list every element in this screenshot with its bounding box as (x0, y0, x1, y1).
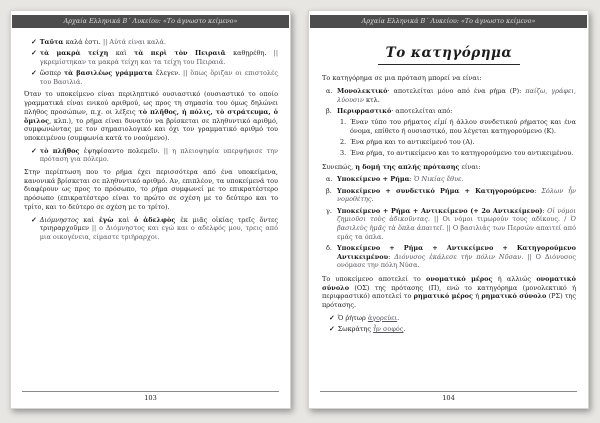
text-segment: ἔλεγεν. (155, 69, 184, 78)
text-segment: ὥσπερ (39, 69, 64, 78)
text-segment: Υποκείμενο + Ρήμα + Αντικείμενο (+ 2ο Αντικείμενο) (337, 206, 543, 215)
text-segment: Στην περίπτωση που το ρήμα έχει περισσότερα από ένα υποκείμενα, κανονικά βρίσκεται σε πληθυντικό αριθμό. Αν, επιπλέον, τα υποκείμενά του διαφέρουν ως προς το πρόσωπο, το ρήμα συμφωνεί με το επικρατέστερο πρόσωπο (επικρατέστερο είναι το πρώτο σε σχέση με το δεύτερο και το τρίτο, και το δεύτερο σε σχέση με το τρίτο). (24, 168, 278, 211)
example-item (329, 325, 576, 334)
list-item-text (337, 244, 576, 270)
text-segment: Το υποκείμενο αποτελεί το (322, 274, 427, 283)
example-text (40, 216, 278, 242)
check-icon: ✓ (31, 215, 37, 224)
example-item (31, 216, 278, 242)
intro-paragraph (322, 74, 576, 83)
page-103 (10, 10, 291, 409)
check-icon: ✓ (31, 49, 37, 58)
text-segment: ή άλλου συνδετικού ρήματος και ένα όνομα, επίθετο ή ουσιαστικό, που λέγεται κατηγορούμενο (Κ). (350, 117, 576, 135)
list-item-text (337, 207, 576, 242)
page-header (12, 15, 289, 28)
example-item (31, 69, 278, 86)
text-segment: ή (472, 292, 482, 301)
text-segment: Ένα ρήμα, το αντικείμενο και το κατηγορούμενο του αντικειμένου. (350, 149, 574, 158)
text-segment: , κλπ.), το ρήμα είναι δυνατόν να βρίσκεται σε πληθυντικό αριθμό, συμφωνώντας με τον σημασιολογικό και όχι τον γραμματικό αριθμό του υποκειμένου (συμφωνία κατά το νοούμενο). (24, 116, 278, 142)
numbered-item (340, 138, 576, 147)
page-body (11, 28, 290, 408)
text-segment: καὶ (118, 215, 135, 224)
text-segment: || η πλειοψηφία υπερψήφισε την πρόταση για πόλεμο. (39, 146, 278, 164)
text-segment: (ΟΣ) της πρότασης (Π), ενώ το κατηγόρημα (μονολεκτικό ή περιφραστικό) αποτελεί το (322, 283, 576, 301)
text-segment: || γκρεμίστηκαν τα μακρά τείχη και τα τείχη του Πειραιά. (39, 49, 279, 66)
example-text (338, 325, 576, 334)
text-segment: ρηματικό σύνολο (481, 292, 547, 301)
text-segment: παίζω, γράφει, λύουσιν (337, 86, 577, 104)
text-segment: ἦν σοφός (373, 325, 404, 334)
text-segment: εἰμί (434, 117, 450, 126)
example-item (31, 147, 278, 164)
numbered-item (340, 118, 576, 135)
header-title: Αρχαία Ελληνικά Β΄ Λυκείου: «Το άγνωστο κείμενο» (63, 17, 238, 25)
example-item (31, 49, 278, 66)
text-segment: Περιφραστικό (337, 106, 392, 115)
text-segment: καθῃρέθη. (233, 49, 274, 58)
page-number: 103 (144, 394, 157, 402)
check-icon: ✓ (31, 146, 37, 155)
text-segment: η δομή της απλής πρότασης (355, 162, 460, 171)
text-segment: τὰ μακρὰ τείχη (39, 49, 116, 58)
theory-paragraph (24, 90, 278, 142)
list-marker: δ. (326, 243, 332, 252)
text-segment: Υποκείμενο + Ρήμα (337, 175, 410, 184)
header-title: Αρχαία Ελληνικά Β΄ Λυκείου: «Το άγνωστο κείμενο» (361, 17, 536, 25)
text-segment: Οἱ νόμοι ζημιοῦσι τοὺς ἀδικοῦντας. (337, 206, 576, 224)
text-segment: Σωκράτης (337, 325, 374, 334)
example-text (40, 147, 278, 164)
text-segment: είναι: (459, 162, 481, 171)
text-segment: || Ο Διόνυσος ονόμασε την πόλη Νύσα. (337, 252, 576, 270)
text-segment: · αποτελείται μόνο από ένα ρήμα (Ρ): (387, 86, 526, 95)
list-item (326, 175, 576, 184)
example-text (40, 69, 278, 86)
list-item-text (337, 187, 576, 204)
text-segment: ἐκ μιᾶς οἰκίας τρεῖς ὄντες τριηραρχοῦμεν (39, 215, 278, 233)
text-segment: ἐψηφίσαντο πολεμεῖν. (83, 146, 164, 155)
check-icon: ✓ (329, 325, 335, 334)
example-item (31, 38, 278, 47)
text-segment: τὸ πλῆθος (39, 146, 84, 155)
list-item-text (337, 175, 576, 184)
list-item (326, 87, 576, 104)
text-segment: . (397, 313, 400, 322)
text-segment: Ὁ Νικίας ἔθυε. (413, 175, 464, 184)
list-marker: 1. (340, 117, 347, 126)
list-item-text (350, 118, 576, 135)
list-item (326, 244, 576, 270)
text-segment: : (409, 175, 414, 184)
text-segment: ἀγορεύει (367, 313, 398, 322)
text-segment: τὸ πλῆθος, ἡ πόλις, τὸ στράτευμα, ὁ ὅμιλος (24, 107, 278, 125)
list-item-text (350, 149, 576, 158)
list-marker: β. (326, 186, 332, 195)
closing-paragraph (322, 275, 576, 310)
text-segment: ἐγὼ (98, 215, 119, 224)
theory-paragraph (322, 163, 576, 172)
text-segment: καὶ (115, 49, 134, 58)
text-segment: : (542, 206, 548, 215)
list-item-text (337, 107, 576, 116)
example-text (40, 49, 278, 66)
text-segment: τὰ περὶ τὸν Πειραιᾶ (133, 49, 234, 58)
section-title: Το κατηγόρημα (378, 44, 521, 65)
text-segment: Διόμνηστος (39, 215, 84, 224)
list-item (326, 107, 576, 116)
text-segment: Ένα ρήμα και το αντικείμενό του (Α). (350, 137, 475, 146)
theory-paragraph (24, 168, 278, 212)
list-item-text (337, 87, 576, 104)
text-segment: : (388, 252, 395, 261)
text-segment: τὰ βασιλέως γράμματα (63, 69, 156, 78)
text-segment: Μονολεκτικό (337, 86, 388, 95)
example-text (40, 38, 278, 47)
text-segment: Ταῦτα (39, 37, 66, 46)
text-segment: Έναν τύπο του ρήματος (350, 117, 435, 126)
text-segment: || Αὐτά είναι καλά. (102, 37, 166, 46)
check-icon: ✓ (31, 37, 37, 46)
check-icon: ✓ (329, 313, 335, 322)
text-segment: ονοματικό σύνολο (322, 274, 576, 292)
list-item (326, 207, 576, 242)
text-segment: (ΡΣ) της πρότασης. (322, 292, 577, 310)
page-104 (308, 10, 589, 409)
text-segment: || Οι νόμοι τιμωρούν τους αδίκους. / (434, 215, 571, 224)
example-text (338, 314, 576, 323)
text-segment: Υποκείμενο + συνδετικό Ρήμα + Κατηγορούμενο (337, 186, 535, 195)
text-segment: Όταν το υποκείμενο είναι περιληπτικό ουσιαστικό (ουσιαστικό το οποίο γραμματικά είναι ενικού αριθμού, ως προς τη σημασία του όμως δηλώνει πλήθος προσώπων, π.χ. οι λέξεις (24, 90, 278, 116)
list-marker: β. (326, 106, 332, 115)
list-item-text (350, 138, 576, 147)
list-item (326, 187, 576, 204)
list-marker: α. (326, 175, 333, 184)
text-segment: Συνεπώς, (322, 162, 356, 171)
text-segment: · αποτελείται από: (391, 106, 453, 115)
text-segment: ρηματικό μέρος (413, 292, 473, 301)
text-segment: Ὁ βασιλεὺς ἡμᾶς τὰ ὅπλα ἀπαιτεῖ. (337, 215, 577, 232)
text-segment: Υποκείμενο + Ρήμα + Αντικείμενο + Κατηγορούμενο Αντικειμένου (337, 243, 576, 261)
page-footer (22, 391, 279, 403)
page-header (310, 15, 587, 28)
text-segment: ονοματικό μέρος (426, 274, 493, 283)
text-segment: κτλ. (363, 95, 380, 104)
list-marker: α. (326, 86, 333, 95)
text-segment: : (534, 186, 542, 195)
text-segment: Σόλων ἦν νομοθέτης. (337, 186, 576, 204)
text-segment: || ο Διόμνηστος και εγώ και ο αδελφός μου, τρεις από μια οικογένεια, είμαστε τριήραρχοι. (39, 224, 278, 241)
text-segment: Το κατηγόρημα σε μια πρόταση μπορεί να είναι: (322, 74, 482, 83)
text-segment: ὁ ἀδελφὸς (134, 215, 181, 224)
page-number: 104 (442, 394, 455, 402)
text-segment: Διόνυσος ἐκάλεσε τὴν πόλιν Νῦσαν. (394, 252, 528, 261)
list-marker: 2. (340, 137, 347, 146)
list-marker: 3. (340, 149, 347, 158)
text-segment: || Ο βασιλιάς των Περσών απαιτεί από εμάς τα όπλα. (337, 223, 576, 241)
example-item (329, 314, 576, 323)
check-icon: ✓ (31, 69, 37, 78)
text-segment: . (403, 325, 406, 334)
text-segment: καλά ἐστι. (65, 37, 103, 46)
text-segment: καὶ (83, 215, 99, 224)
text-segment: Ὁ ῥήτωρ (337, 313, 368, 322)
page-body (309, 28, 588, 408)
list-marker: γ. (326, 206, 332, 215)
numbered-item (340, 149, 576, 158)
page-footer (320, 391, 577, 403)
text-segment: ή αλλιώς (492, 274, 537, 283)
section-title-wrap (322, 44, 576, 65)
text-segment: || ὅπως ὅριζαν οι επιστολές του Βασιλιά. (39, 69, 279, 86)
